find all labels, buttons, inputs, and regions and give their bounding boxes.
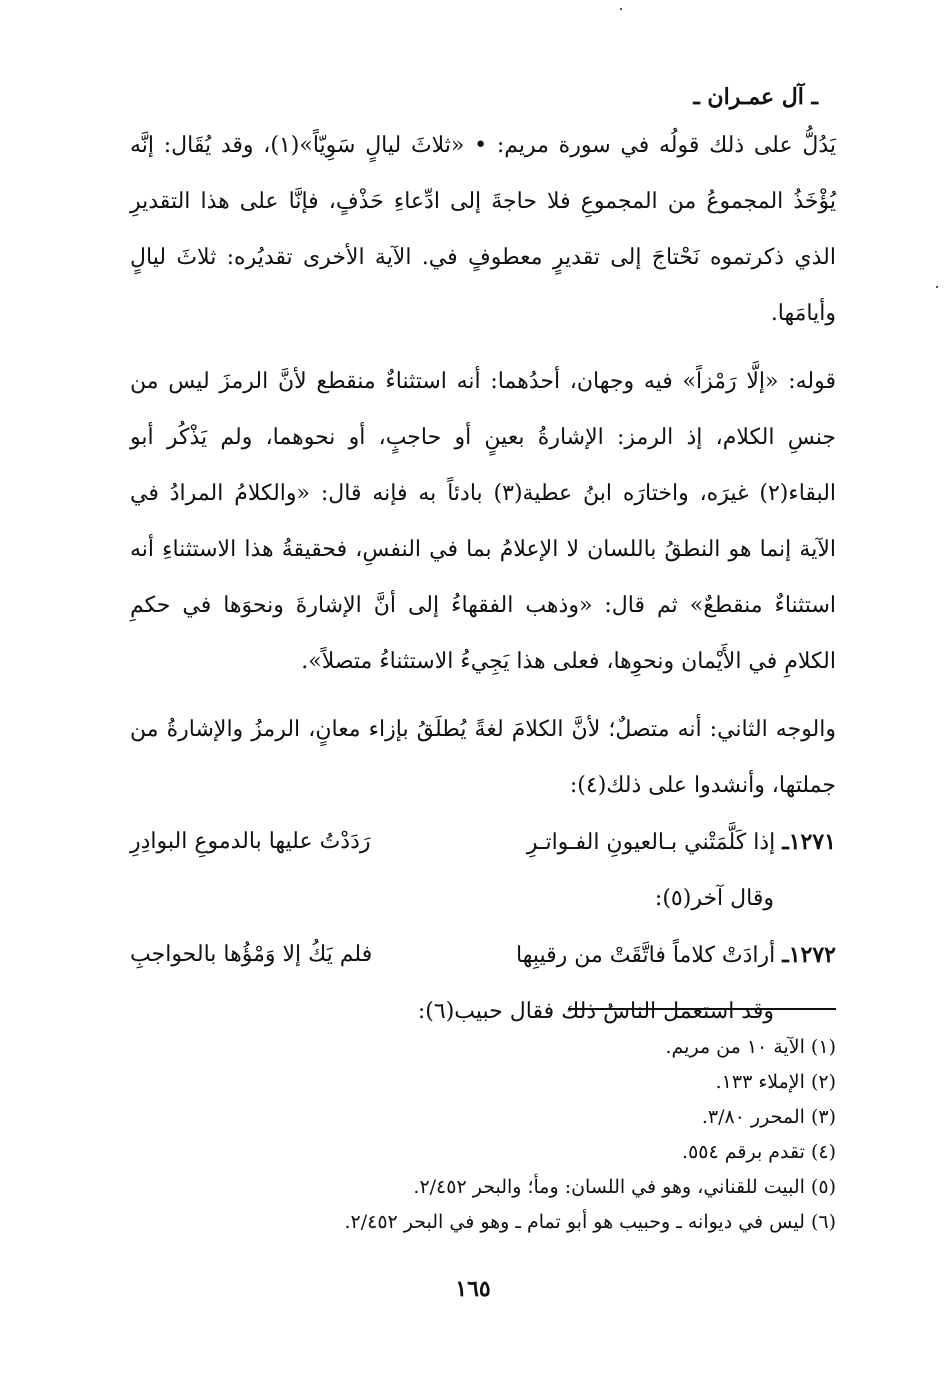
scan-speck — [936, 286, 938, 288]
footnotes — [300, 1030, 836, 1240]
verse-first-half — [516, 927, 836, 984]
footnote-2: (٢) الإملاء ١٣٣. — [715, 1071, 836, 1093]
footnote-1: (١) الآية ١٠ من مريم. — [665, 1036, 836, 1058]
verse-number: ١٢٧١ـ — [782, 829, 836, 855]
hemistich-1: أرادَتْ كلاماً فاتَّقَتْ من رقيبِها — [515, 943, 776, 968]
footnote-4: (٤) تقدم برقم ٥٥٤. — [682, 1141, 836, 1163]
running-header: ـ آل عمـران ـ — [693, 84, 818, 110]
page-number: ١٦٥ — [455, 1276, 491, 1302]
paragraph-4: وقد استعمل الناسُ ذلك فقال حبيب(٦): — [417, 999, 774, 1024]
footnote-3: (٣) المحرر ٣/٨٠. — [701, 1106, 836, 1128]
verse-1272 — [130, 927, 836, 984]
main-text — [130, 118, 836, 1040]
hemistich-1: إذا كَلَّمَتْني بـالعيونِ الفـواتـرِ — [526, 830, 776, 855]
scan-speck — [620, 8, 622, 10]
paragraph-2: قوله: «إلَّا رَمْزاً» فيه وجهان، أحدُهما: أنه استثناءٌ منقطع لأنَّ الرمزَ ليس من جنسِ الكلام، إذ الرمز: الإشارةُ بعينٍ أو حاجبٍ، أو نحوهما، ولم يَذْكُر أبو البقاء(٢) غيرَه، واختارَه ابنُ عطية(٣) بادئاً به فإنه قال: «والكلامُ المرادُ في الآية إنما هو النطقُ باللسان لا الإعلامُ بما في النفسِ، فحقيقةُ هذا الاستثناءِ أنه استثناءٌ منقطعٌ» ثم قال: «وذهب الفقهاءُ إلى أنَّ الإشارةَ ونحوَها في حكمِ الكلامِ في الأَيْمان ونحوِها، فعلى هذا يَجِيءُ الاستثناءُ متصلاً». — [130, 369, 837, 674]
verse-intro: وقال آخر(٥): — [654, 886, 774, 911]
footnote-5: (٥) البيت للقناني، وهو في اللسان: ومأ؛ والبحر ٢/٤٥٢. — [413, 1176, 836, 1198]
hemistich-2: فلم يَكُ إلا وَمْؤُها بالحواجبِ — [130, 942, 373, 967]
footnote-6: (٦) ليس في ديوانه ـ وحبيب هو أبو تمام ـ وهو في البحر ٢/٤٥٢. — [344, 1211, 836, 1233]
verse-number: ١٢٧٢ـ — [782, 942, 836, 968]
paragraph-3: والوجه الثاني: أنه متصلٌ؛ لأنَّ الكلامَ لغةً يُطلَقُ بإزاء معانٍ، الرمزُ والإشارةُ من جملتها، وأنشدوا على ذلك(٤): — [130, 717, 836, 798]
paragraph-1: يَدُلُّ على ذلك قولُه في سورة مريم: • «ثلاثَ ليالٍ سَوِيّاً»(١)، وقد يُقَال: إنَّه يُؤْخَذُ المجموعُ من المجموعِ فلا حاجةَ إلى ادِّعاءِ حَذْفٍ، فإنَّا على هذا التقديرِ الذي ذكرتموه نَحْتاجَ إلى تقديرٍ معطوفٍ في. الآية الأخرى تقديُره: ثلاثَ ليالٍ وأيامَها. — [130, 133, 836, 326]
verse-first-half — [527, 814, 836, 871]
verse-1271 — [130, 814, 836, 871]
hemistich-2: رَدَدْتُ عليها بالدموعِ البوادِرِ — [130, 829, 371, 854]
footnote-divider — [568, 1008, 836, 1010]
